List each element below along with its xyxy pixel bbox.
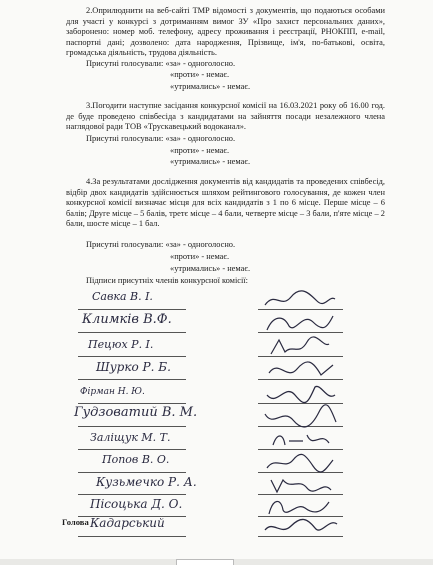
handwritten-signature-icon	[263, 514, 338, 540]
item-3-vote-abstain: «утримались» - немає.	[170, 157, 251, 166]
signature-name: Фірман Н. Ю.	[80, 387, 145, 397]
handwritten-signature-icon	[263, 357, 338, 383]
signature-name: Кадарський	[90, 516, 165, 530]
item-4-vote-for: Присутні голосували: «за» - одноголосно.	[86, 240, 236, 249]
signature-name: Заліщук М. Т.	[90, 431, 171, 444]
chair-label: Голова	[62, 517, 89, 527]
signature-row	[78, 314, 338, 336]
item-2-vote-for: Присутні голосували: «за» - одноголосно.	[86, 59, 236, 68]
signature-name: Кузьмечко Р. А.	[96, 475, 197, 489]
signature-name: Пецюх Р. І.	[88, 338, 154, 351]
signature-name: Савка В. І.	[92, 290, 153, 303]
item-4-vote-against: «проти» - немає.	[170, 252, 230, 261]
item-2-vote-against: «проти» - немає.	[170, 70, 230, 79]
item-4-text: 4.За результатами дослідження документів від кандидатів та проведених співбесід, відбір двох кандидатів здійснюється шляхом рейтингового голосування, де кожен член конкурсної комісії визначає місця для всіх кандидатів з 1 по 6 місце. Перше місце – 6 балів; Друге місце – 5 балів, третє місце – 4 бали, четверте місце – 3 бали, п'яте місце – 2 бали, шосте місце – 1 бал.	[66, 177, 385, 228]
item-2-text: 2.Оприлюднити на веб-сайті ТМР відомості з документів, що подаються особами для участі у конкурсі з дотриманням вимог ЗУ «Про захист персональних даних», заборонено: номер моб. телефону, адресу проживання і реєстрації, РНОКПП, e-mail, паспортні дані; дозволено: дата народження, Прізвище, ім'я, по-батькові, освіта, громадська діяльність, трудова діяльність.	[66, 6, 385, 57]
signature-name: Гудзоватий В. М.	[74, 405, 198, 420]
handwritten-signature-icon	[263, 310, 338, 336]
signatures-heading: Підписи присутніх членів конкурсної комісії:	[86, 276, 248, 285]
item-4-vote-abstain: «утримались» - немає.	[170, 264, 251, 273]
item-3-vote-for: Присутні голосували: «за» - одноголосно.	[86, 134, 236, 143]
page-footer-box	[176, 559, 234, 565]
signature-row	[78, 361, 338, 383]
signature-name: Попов В. О.	[102, 453, 170, 466]
signature-row	[78, 518, 338, 540]
item-2-vote-abstain: «утримались» - немає.	[170, 82, 251, 91]
item-3-vote-against: «проти» - немає.	[170, 146, 230, 155]
signature-name: Климків В.Ф.	[82, 312, 172, 327]
signature-name: Пісоцька Д. О.	[90, 497, 183, 511]
item-3-text: 3.Погодити наступне засідання конкурсної комісії на 16.03.2021 року об 16.00 год. де буде проведено співбесіда з кандидатами на зайняття посади незалежного члена наглядової ради ТОВ «Трускавецький водоканал».	[66, 101, 385, 131]
signature-name: Шурко Р. Б.	[96, 360, 171, 374]
